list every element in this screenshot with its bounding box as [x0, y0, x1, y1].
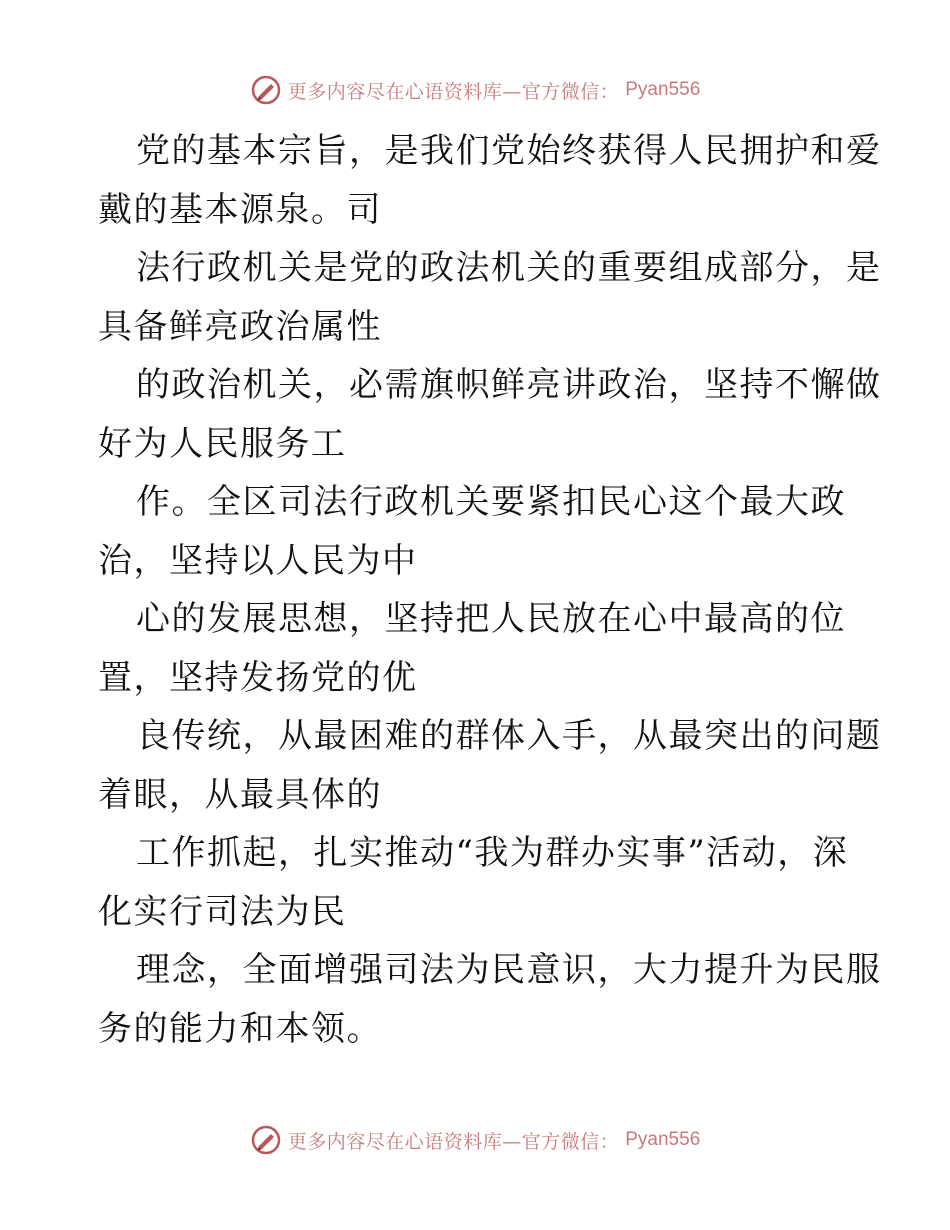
watermark-text: 更多内容尽在心语资料库—官方微信：: [287, 80, 620, 103]
text-line: 作。全区司法行政机关要紧扣民心这个最大政: [136, 482, 846, 522]
text-line: 的政治机关，必需旗帜鲜亮讲政治，坚持不懈做: [136, 365, 882, 405]
watermark-wechat-id: Pyan556: [625, 1129, 701, 1150]
pen-logo-icon: [250, 74, 282, 106]
text-line: 置，坚持发扬党的优: [98, 657, 418, 698]
text-line: 化实行司法为民: [98, 891, 347, 932]
text-line: 理念，全面增强司法为民意识，大力提升为民服: [136, 950, 882, 990]
text-line: 着眼，从最具体的: [98, 774, 382, 815]
text-line: 治，坚持以人民为中: [98, 540, 418, 581]
pen-logo-icon: [250, 1124, 282, 1156]
watermark-text: 更多内容尽在心语资料库—官方微信：: [287, 1130, 620, 1153]
text-line: 务的能力和本领。: [98, 1008, 382, 1049]
text-line: 法行政机关是党的政法机关的重要组成部分，是: [136, 248, 882, 288]
text-line: 好为人民服务工: [98, 423, 347, 464]
text-line: 具备鲜亮政治属性: [98, 306, 382, 347]
text-line: 党的基本宗旨，是我们党始终获得人民拥护和爱: [136, 131, 882, 171]
footer-watermark: [0, 1120, 950, 1160]
text-line: 心的发展思想，坚持把人民放在心中最高的位: [136, 599, 846, 639]
watermark-wechat-id: Pyan556: [625, 79, 701, 100]
text-line: 工作抓起，扎实推动“我为群办实事”活动，深: [136, 833, 849, 873]
text-line: 良传统，从最困难的群体入手，从最突出的问题: [136, 716, 882, 756]
header-watermark: [0, 70, 950, 110]
document-body: [98, 122, 882, 1058]
text-line: 戴的基本源泉。司: [98, 189, 382, 230]
